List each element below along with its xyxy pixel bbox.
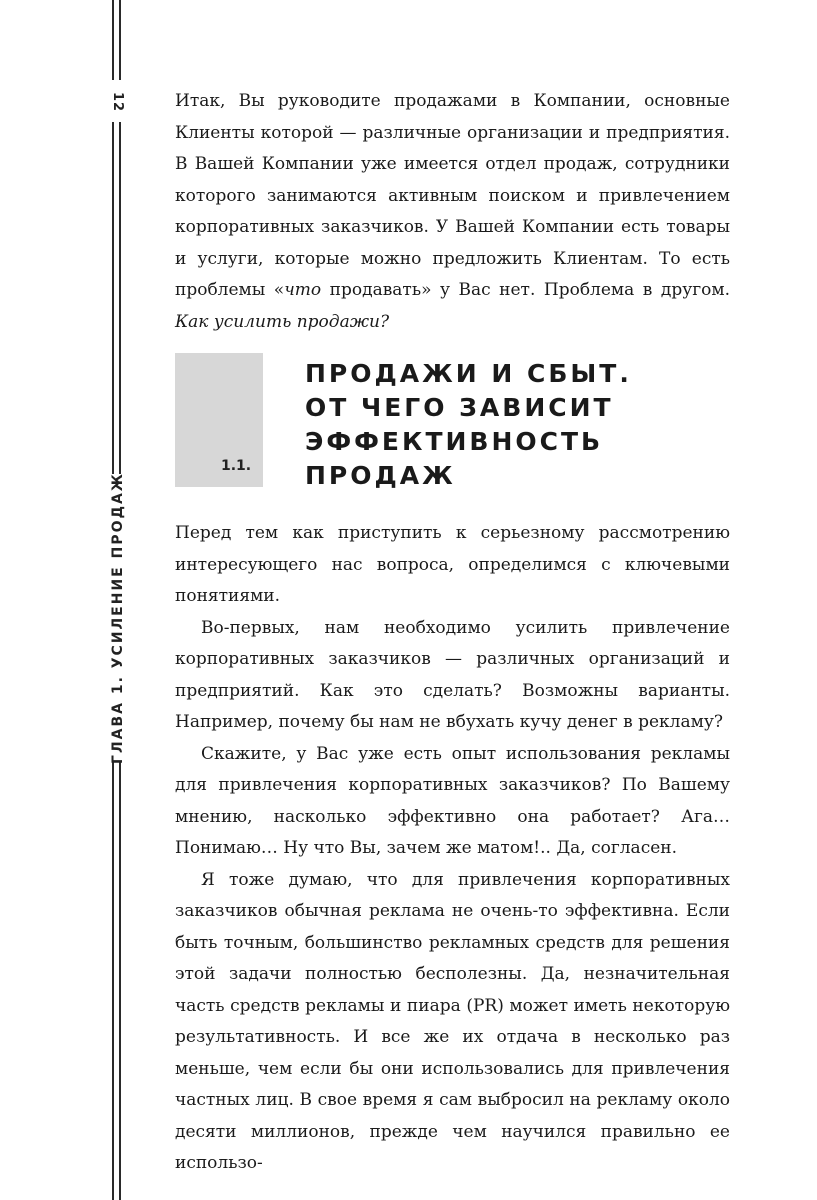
section-title-line: ЭФФЕКТИВНОСТЬ — [305, 427, 604, 456]
intro-paragraph — [175, 86, 730, 338]
body-paragraph: Во-первых, нам необходимо усилить привлечение корпоративных заказчиков — различных организаций и предприятий. Как это сделать? Возможны варианты. Например, почему бы нам не вбухать кучу денег в рекламу? — [175, 617, 730, 732]
intro-text-2: продавать» у Вас нет. Проблема в другом. — [321, 280, 730, 300]
section-title-line: ПРОДАЖИ И СБЫТ. — [305, 359, 632, 388]
intro-emphasis-2: Как усилить продажи? — [175, 311, 390, 332]
intro-emphasis-1: что — [284, 280, 322, 300]
margin-rule-bottom-left — [112, 762, 114, 1200]
section-title-line: ОТ ЧЕГО ЗАВИСИТ — [305, 393, 614, 422]
running-head-text: ГЛАВА 1. УСИЛЕНИЕ ПРОДАЖ — [110, 472, 126, 764]
margin-rule-mid-right — [119, 122, 121, 474]
body-text — [175, 518, 730, 1180]
margin-rule-bottom-right — [119, 762, 121, 1200]
section-title-line: ПРОДАЖ — [305, 461, 456, 490]
section-number: 1.1. — [221, 458, 252, 474]
margin-rule-top-left — [112, 0, 114, 80]
body-paragraph: Перед тем как приступить к серьезному рассмотрению интересующего нас вопроса, определимся с ключевыми понятиями. — [175, 523, 730, 606]
section-title — [305, 357, 735, 493]
page-number: 12 — [110, 91, 126, 113]
margin-rule-mid-left — [112, 122, 114, 474]
margin-rule-top-right — [119, 0, 121, 80]
intro-text-1: Итак, Вы руководите продажами в Компании, основные Клиенты которой — различные организации и предприятия. В Вашей Компании уже имеется отдел продаж, сотрудники которого занимаются активным поиском и привлечением корпоративных заказчиков. У Вашей Компании есть товары и услуги, которые можно предложить Клиентам. То есть проблемы « — [175, 91, 730, 300]
body-paragraph: Скажите, у Вас уже есть опыт использования рекламы для привлечения корпоративных заказчиков? По Вашему мнению, насколько эффективно она работает? Ага… Понимаю… Ну что Вы, зачем же матом!.. Да, согласен. — [175, 743, 730, 858]
body-paragraph: Я тоже думаю, что для привлечения корпоративных заказчиков обычная реклама не очень-то эффективна. Если быть точным, большинство рекламных средств для решения этой задачи полностью бесполезны. Да, незначительная часть средств рекламы и пиара (PR) может иметь некоторую результативность. И все же их отдача в несколько раз меньше, чем если бы они использовались для привлечения частных лиц. В свое время я сам выбросил на рекламу около десяти миллионов, прежде чем научился правильно ее использо- — [175, 869, 730, 1173]
